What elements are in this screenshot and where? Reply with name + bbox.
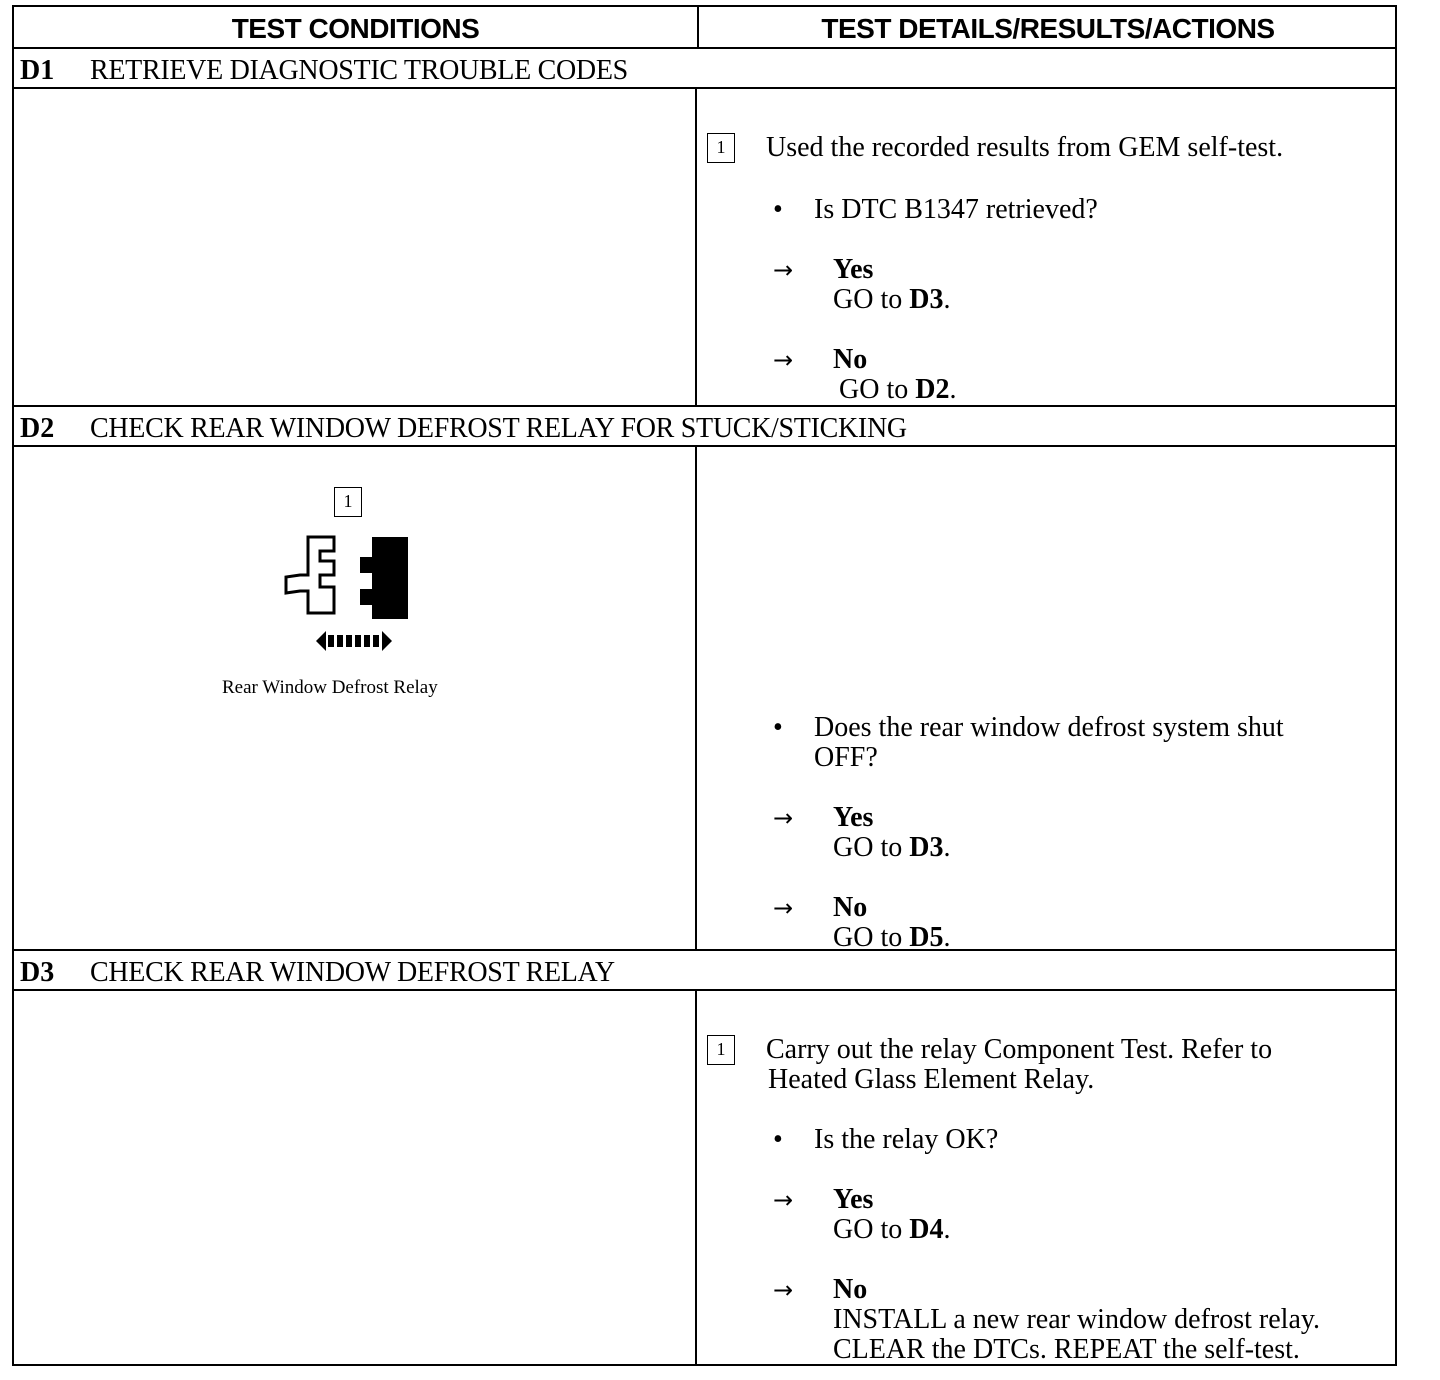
no-label: No [833,344,868,375]
question-text: Is the relay OK? [814,1124,999,1155]
section-d1-details [697,89,1397,405]
no-action: GO to D2. [839,374,957,405]
no-action: GO to D5. [833,922,951,953]
bullet-icon: • [773,712,783,743]
section-d3-id: D3 [20,957,55,988]
no-label: No [833,1274,868,1305]
section-d2-body [14,447,1395,951]
right-arrow-icon: → [773,804,794,832]
right-arrow-icon: → [773,1276,794,1304]
section-d1-body [14,89,1395,407]
figure-caption: Rear Window Defrost Relay [222,677,438,698]
section-d2-details [697,447,1397,953]
bullet-icon: • [773,1124,783,1155]
section-d1-id: D1 [20,55,55,86]
no-label: No [833,892,868,923]
step-instruction: Used the recorded results from GEM self-test. [766,132,1284,163]
yes-label: Yes [833,802,874,833]
question-text-line1: Does the rear window defrost system shut [814,712,1284,743]
diagnostic-table [12,5,1397,1366]
step-number-box: 1 [707,133,735,163]
right-arrow-icon: → [773,1186,794,1214]
right-arrow-icon: → [773,346,794,374]
yes-label: Yes [833,1184,874,1215]
relay-connector-icon [280,531,420,657]
yes-label: Yes [833,254,874,285]
section-d3-title [14,951,1395,991]
step-number-box: 1 [707,1035,735,1065]
section-d3-title-text: CHECK REAR WINDOW DEFROST RELAY [90,957,615,988]
right-arrow-icon: → [773,256,794,284]
right-arrow-icon: → [773,894,794,922]
question-text: Is DTC B1347 retrieved? [814,194,1098,225]
question-text-line2: OFF? [814,742,878,773]
step-instruction-line2: Heated Glass Element Relay. [768,1064,1095,1095]
section-d2-title [14,407,1395,447]
table-header-row [14,7,1395,49]
section-d1-title [14,49,1395,89]
header-test-details: TEST DETAILS/RESULTS/ACTIONS [697,7,1397,47]
bullet-icon: • [773,194,783,225]
step-instruction-line1: Carry out the relay Component Test. Refer to [766,1034,1273,1065]
figure-step-box: 1 [334,487,362,517]
section-d2-title-text: CHECK REAR WINDOW DEFROST RELAY FOR STUCK/STICKING [90,413,907,444]
no-action-line2: CLEAR the DTCs. REPEAT the self-test. [833,1334,1300,1365]
section-d1-title-text: RETRIEVE DIAGNOSTIC TROUBLE CODES [90,55,628,86]
section-d2-id: D2 [20,413,55,444]
section-d3-body [14,991,1395,1364]
yes-action: GO to D3. [833,284,951,315]
yes-action: GO to D4. [833,1214,951,1245]
header-test-conditions: TEST CONDITIONS [231,13,480,44]
section-d3-details [697,991,1397,1364]
yes-action: GO to D3. [833,832,951,863]
no-action-line1: INSTALL a new rear window defrost relay. [833,1304,1321,1335]
